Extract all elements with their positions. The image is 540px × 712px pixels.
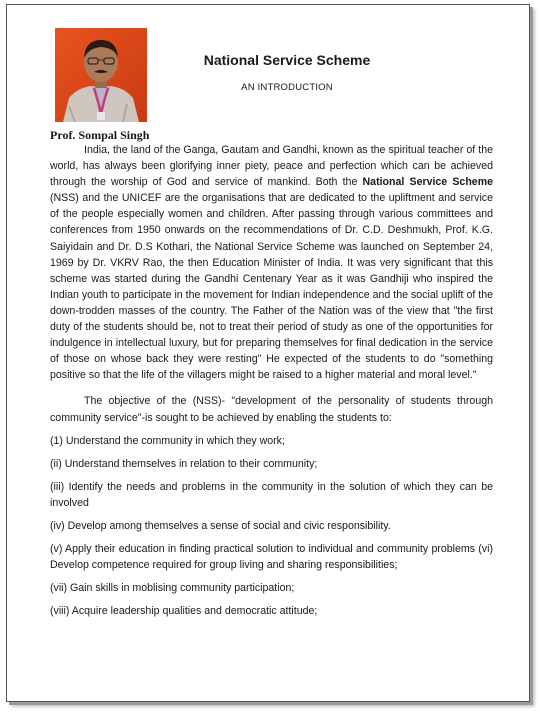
intro-text-part2: (NSS) and the UNICEF are the organisations that are dedicated to the upliftment and service of the people especially women and children. After passing through various committees and conferences from 1950 onwards on the recommendations of Dr. C.D. Deshmukh, Prof. K.G. Saiyidain and Dr. D.S Kothari, the National Service Scheme was launched on September 24, 1969 by Dr. VKRV Rao, the then Education Minister of India. It was very significant that this scheme was started during the Gandhi Centenary Year as it was Gandhiji who inspired the Indian youth to participate in the movement for Indian independence and the social uplift of the down-trodden masses of the country. The Father of the Nation was of the view that "the first duty of the students should be, not to treat their period of study as one of the opportunities for indulgence in intellectual luxury, but for preparing themselves for final dedication in the service of those on whose back they were resting" He expected of the students to do "something positive so that the life of the villagers might be raised to a higher material and moral level." [50,192,493,382]
objective-item-3: (iii) Identify the needs and problems in the community in the solution of which they can be involved [50,480,493,509]
document-subtitle: AN INTRODUCTION [241,82,333,93]
objective-item-1: (1) Understand the community in which they work; [50,434,285,447]
objective-item-4: (iv) Develop among themselves a sense of social and civic responsibility. [50,519,391,532]
objective-item-6: (vii) Gain skills in moblising community participation; [50,582,295,595]
objective-item-5: (v) Apply their education in finding practical solution to individual and community problems (vi) Develop competence required for group living and sharing responsibilities; [50,543,493,572]
intro-paragraph [50,142,493,383]
intro-text-part1: India, the land of the Ganga, Gautam and Gandhi, known as the spiritual teacher of the world, has always been glorifying inner piety, peace and perfection which can be achieved through the worship of God and service of mankind. Both the [50,144,493,189]
author-photo [55,28,147,122]
author-name: Prof. Sompal Singh [50,128,150,142]
objective-item-2: (ii) Understand themselves in relation to their community; [50,457,318,470]
document-body [50,142,493,619]
intro-bold-term: National Service Scheme [362,176,494,189]
objective-item-7: (viii) Acquire leadership qualities and democratic attitude; [50,605,318,618]
document-page [6,4,530,702]
author-portrait-image [55,28,147,122]
document-title: National Service Scheme [203,52,371,68]
objective-paragraph: The objective of the (NSS)- "development of the personality of students through community service"-is sought to be achieved by enabling the students to: [50,395,493,424]
